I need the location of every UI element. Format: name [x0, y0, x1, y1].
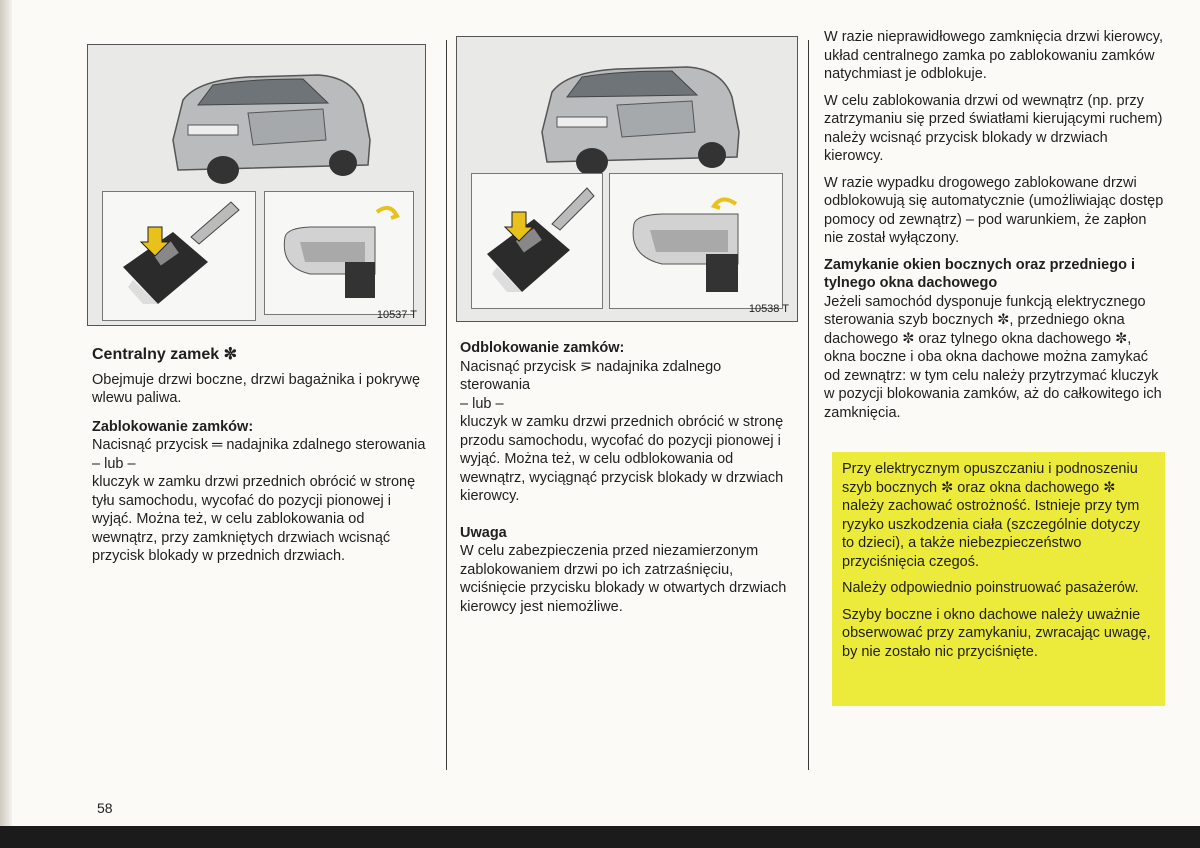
car-illustration [88, 45, 425, 195]
intro-text: Obejmuje drzwi boczne, drzwi bagażnika i pokrywę wlewu paliwa. [92, 371, 421, 406]
inset-key [102, 191, 256, 321]
figure-code: 10537 T [376, 309, 417, 321]
lock-or: – lub – [92, 455, 136, 472]
column-2 [460, 339, 790, 616]
unlock-heading: Odblokowanie zamków: [460, 340, 625, 356]
paragraph-3: W razie wypadku drogowego zablokowane drzwi odblokowują się automatycznie (umożliwiając dostęp pomocy od zewnątrz) – pod warunkiem, że zapłon nie został wyłączony. [824, 174, 1164, 246]
note-text: W celu zabezpieczenia przed niezamierzonym zablokowaniem drzwi po ich zatrzaśnięciu, wciśnięcie przycisku blokady w otwartych drzwiach kierowcy jest niemożliwe. [460, 543, 787, 615]
lock-heading: Zablokowanie zamków: [92, 418, 254, 435]
warning-box [832, 452, 1165, 706]
warning-content [832, 452, 1165, 661]
paragraph-2: W celu zablokowania drzwi od wewnątrz (np. przy zatrzymaniu się przed światłami kierującymi ruchem) należy wcisnąć przycisk blokady w drzwiach kierowcy. [824, 92, 1163, 164]
windows-heading: Zamykanie okien bocznych oraz przedniego i tylnego okna dachowego [824, 256, 1136, 291]
page-edge [0, 0, 12, 848]
windows-text: Jeżeli samochód dysponuje funkcją elektrycznego sterowania szyb bocznych ✼, przedniego okna dachowego ✼ oraz tylnego okna dachowego ✼, okna boczne i oba okna dachowe można zamykać od zewnątrz: w tym celu należy przytrzymać kluczyk w pozycji blokowania zamków, aż do całkowitego ich zamknięcia. [824, 293, 1162, 421]
rotate-arrow-icon [714, 199, 736, 208]
column-1 [92, 346, 432, 566]
paragraph-1: W razie nieprawidłowego zamknięcia drzwi kierowcy, układ centralnego zamka po zablokowaniu zamków natychmiast je odblokuje. [824, 29, 1163, 82]
column-divider-1 [446, 40, 447, 770]
warning-text-2: Należy odpowiednio poinstruować pasażerów. [842, 580, 1139, 596]
warning-text-3: Szyby boczne i okno dachowe należy uważnie obserwować przy zamykaniu, zwracając uwagę, by nie zostało nic przyciśnięte. [842, 606, 1151, 660]
page-number: 58 [97, 800, 113, 816]
unlock-or: – lub – [460, 395, 504, 412]
warning-text-1: Przy elektrycznym opuszczaniu i podnoszeniu szyb bocznych ✼ oraz okna dachowego ✼ należy zachować ostrożność. Istnieje przy tym ryzyko uszkodzenia ciała (szczególnie dotyczy to dzieci), a także niebezpieczeństwo przyciśnięcia czegoś. [842, 461, 1141, 570]
note-heading: Uwaga [460, 524, 507, 541]
lock-text-1: Nacisnąć przycisk ═ nadajnika zdalnego sterowania [92, 437, 426, 453]
inset-key [471, 173, 603, 309]
inset-door-handle [264, 191, 414, 315]
page-bottom-edge [0, 826, 1200, 848]
figure-code: 10538 T [748, 303, 789, 315]
rotate-arrow-icon [377, 208, 397, 218]
figure-lock [87, 44, 426, 326]
figure-unlock [456, 36, 798, 322]
section-heading: Centralny zamek ✼ [92, 346, 238, 363]
lock-text-2: kluczyk w zamku drzwi przednich obrócić w stronę tyłu samochodu, wycofać do pozycji pionowej i wyjąć. Można też, w celu zablokowania od wewnątrz, przy zamkniętych drzwiach wcisnąć przycisk blokady w przednich drzwiach. [92, 474, 416, 564]
column-divider-2 [808, 40, 809, 770]
car-illustration [457, 37, 797, 187]
unlock-text-2: kluczyk w zamku drzwi przednich obrócić w stronę przodu samochodu, wycofać do pozycji pionowej i wyjąć. Można też, w celu odblokowania od wewnątrz, wyciągnąć przycisk blokady w drzwiach kierowcy. [460, 414, 784, 504]
inset-door-handle [609, 173, 783, 309]
column-3 [824, 28, 1164, 422]
unlock-text-1: Nacisnąć przycisk ⋝ nadajnika zdalnego sterowania [460, 358, 722, 393]
